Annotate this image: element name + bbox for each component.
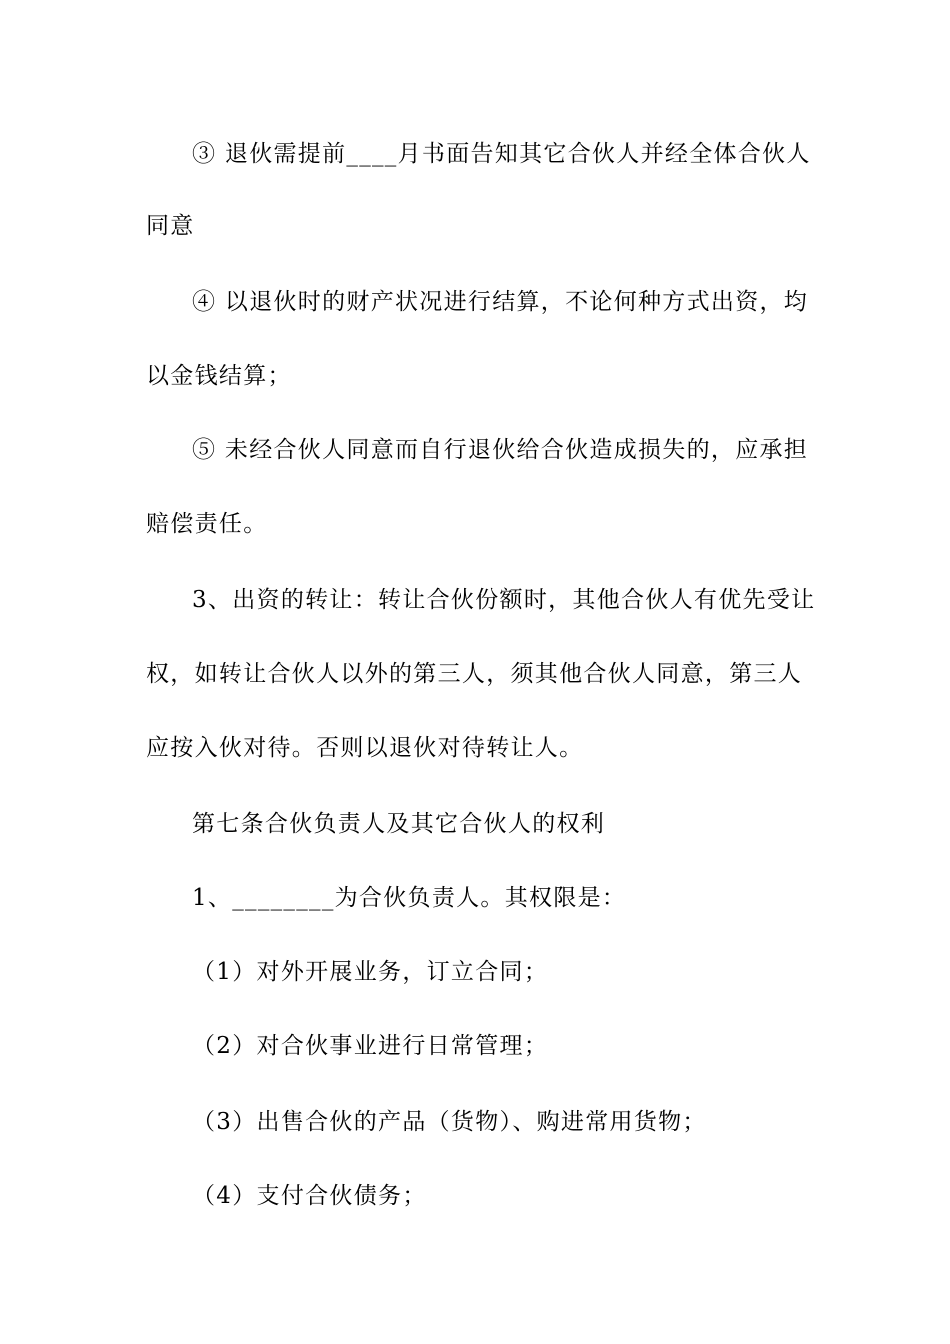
authority-item-4: （4）支付合伙债务； — [192, 1183, 427, 1209]
authority-item-1: （1）对外开展业务，订立合同； — [192, 959, 549, 985]
section-3-continuation-2: 应按入伙对待。否则以退伙对待转让人。 — [146, 735, 584, 761]
article-7-heading: 第七条合伙负责人及其它合伙人的权利 — [192, 811, 606, 837]
clause-4-settlement: ④ 以退伙时的财产状况进行结算，不论何种方式出资，均 — [192, 289, 809, 315]
clause-3-continuation: 同意 — [146, 213, 195, 239]
clause-4-continuation: 以金钱结算； — [146, 363, 292, 389]
item-1-responsible-person: 1、________为合伙负责人。其权限是： — [192, 885, 627, 911]
clause-3-withdrawal-notice: ③ 退伙需提前____月书面告知其它合伙人并经全体合伙人 — [192, 141, 811, 167]
authority-item-3: （3）出售合伙的产品（货物）、购进常用货物； — [192, 1109, 707, 1135]
section-3-continuation-1: 权，如转让合伙人以外的第三人，须其他合伙人同意，第三人 — [146, 661, 803, 687]
section-3-transfer: 3、出资的转让：转让合伙份额时，其他合伙人有优先受让 — [192, 587, 816, 613]
authority-item-2: （2）对合伙事业进行日常管理； — [192, 1033, 549, 1059]
clause-5-continuation: 赔偿责任。 — [146, 511, 268, 537]
clause-5-liability: ⑤ 未经合伙人同意而自行退伙给合伙造成损失的，应承担 — [192, 437, 809, 463]
